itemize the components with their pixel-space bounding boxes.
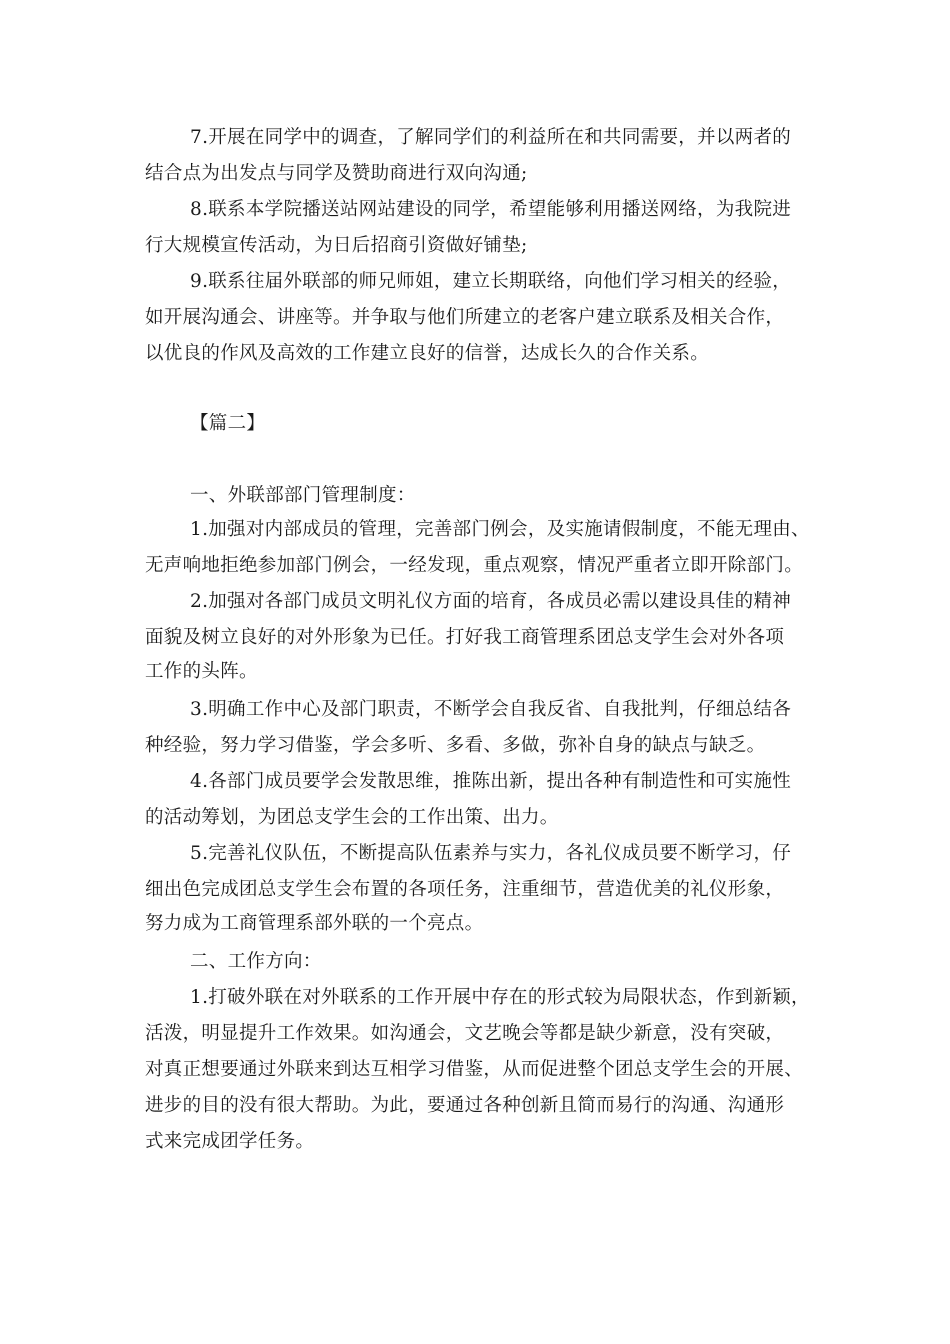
paragraph-8-line-2: 行大规模宣传活动，为日后招商引资做好铺垫; [145,235,528,256]
paragraph-9-line-2: 如开展沟通会、讲座等。并争取与他们所建立的老客户建立联系及相关合作， [145,307,785,328]
heading-work-direction: 二、工作方向： [190,951,322,972]
rule-2-line-3: 工作的头阵。 [145,661,258,682]
paragraph-8-line-1: 8.联系本学院播送站网站建设的同学，希望能够利用播送网络，为我院进 [190,199,792,220]
rule-5-line-1: 5.完善礼仪队伍，不断提高队伍素养与实力，各礼仪成员要不断学习，仔 [190,843,792,864]
direction-1-line-1: 1.打破外联在对外联系的工作开展中存在的形式较为局限状态，作到新颖， [190,987,810,1008]
section-title: 【篇二】 [190,413,266,434]
rule-3-line-1: 3.明确工作中心及部门职责，不断学会自我反省、自我批判，仔细总结各 [190,699,792,720]
paragraph-9-line-3: 以优良的作风及高效的工作建立良好的信誉，达成长久的合作关系。 [145,343,710,364]
direction-1-line-5: 式来完成团学任务。 [145,1131,315,1152]
rule-3-line-2: 种经验，努力学习借鉴，学会多听、多看、多做，弥补自身的缺点与缺乏。 [145,735,766,756]
direction-1-line-4: 进步的目的没有很大帮助。为此，要通过各种创新且简而易行的沟通、沟通形 [145,1095,785,1116]
rule-1-line-1: 1.加强对内部成员的管理，完善部门例会，及实施请假制度，不能无理由、 [190,519,810,540]
rule-2-line-2: 面貌及树立良好的对外形象为已任。打好我工商管理系团总支学生会对外各项 [145,627,785,648]
paragraph-7-line-1: 7.开展在同学中的调查，了解同学们的利益所在和共同需要，并以两者的 [190,127,792,148]
paragraph-7-line-2: 结合点为出发点与同学及赞助商进行双向沟通; [145,163,528,184]
rule-5-line-3: 努力成为工商管理系部外联的一个亮点。 [145,913,484,934]
heading-management-rules: 一、外联部部门管理制度： [190,485,416,506]
direction-1-line-3: 对真正想要通过外联来到达互相学习借鉴，从而促进整个团总支学生会的开展、 [145,1059,804,1080]
paragraph-9-line-1: 9.联系往届外联部的师兄师姐，建立长期联络，向他们学习相关的经验， [190,271,792,292]
rule-4-line-2: 的活动筹划，为团总支学生会的工作出策、出力。 [145,807,559,828]
rule-2-line-1: 2.加强对各部门成员文明礼仪方面的培育，各成员必需以建设具佳的精神 [190,591,792,612]
rule-4-line-1: 4.各部门成员要学会发散思维，推陈出新，提出各种有制造性和可实施性 [190,771,792,792]
rule-5-line-2: 细出色完成团总支学生会布置的各项任务，注重细节，营造优美的礼仪形象， [145,879,785,900]
direction-1-line-2: 活泼，明显提升工作效果。如沟通会，文艺晚会等都是缺少新意，没有突破， [145,1023,785,1044]
rule-1-line-2: 无声响地拒绝参加部门例会，一经发现，重点观察，情况严重者立即开除部门。 [145,555,804,576]
